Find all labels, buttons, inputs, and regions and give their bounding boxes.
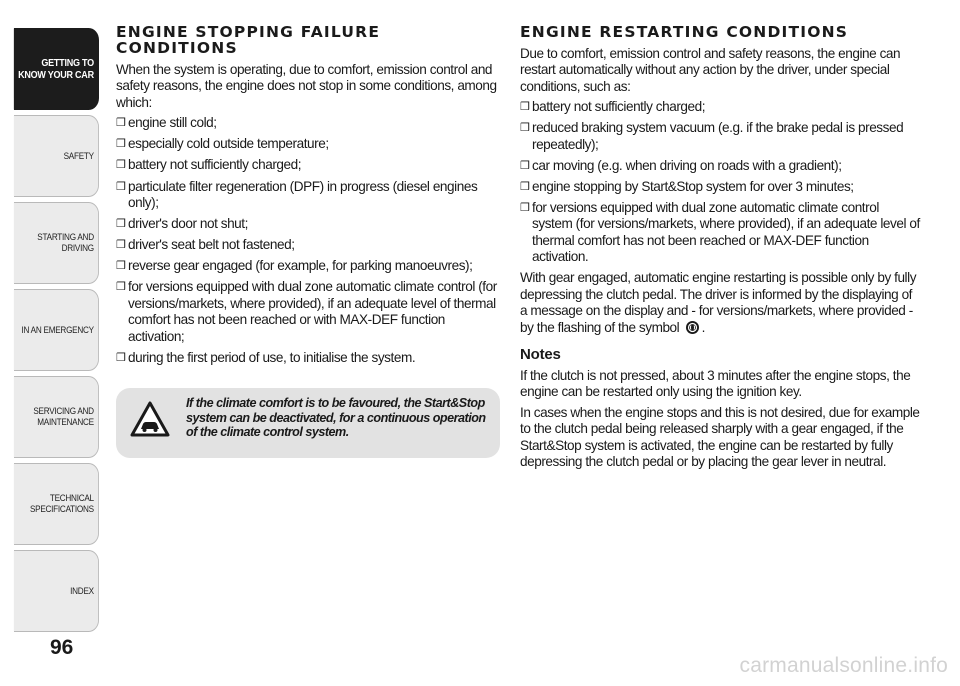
checkbox-bullet-icon: ❒ <box>520 202 530 214</box>
checkbox-bullet-icon: ❒ <box>116 159 126 172</box>
tab-label: IN AN EMERGENCY <box>21 324 94 336</box>
section-intro: Due to comfort, emission control and safety reasons, the engine can restart automatically without any action by the driver, under special conditions, such as: <box>520 46 901 94</box>
list-item: ❒ during the first period of use, to initialise the system. <box>116 349 416 365</box>
list-item: ❒ battery not sufficiently charged; <box>116 157 302 173</box>
note-paragraph: In cases when the engine stops and this is not desired, due for example to the clutch pedal being released sharply with a gear engaged, if the Start&Stop system is activated, the engine can be restarted by fully depressing the clutch pedal or by placing the gear lever in neutral. <box>520 404 920 469</box>
list-item: ❒ driver's seat belt not fastened; <box>116 237 295 253</box>
start-stop-symbol-icon <box>685 320 700 335</box>
tab-label: INDEX <box>70 585 94 597</box>
note-text: If the climate comfort is to be favoured, the Start&Stop system can be deactivated, for a continuous operation of the climate control system. <box>186 396 486 440</box>
list-item: ❒ engine stopping by Start&Stop system for over 3 minutes; <box>520 178 854 194</box>
checkbox-bullet-icon: ❒ <box>116 138 126 151</box>
tab-starting-and-driving[interactable] <box>14 202 99 284</box>
checkbox-bullet-icon: ❒ <box>116 218 126 230</box>
checkbox-bullet-icon: ❒ <box>520 159 530 172</box>
list-item: ❒ for versions equipped with dual zone automatic climate control (for versions/markets, where provided), if an adequate level of thermal comfort has not been reached or with MAX-DEF function activation; <box>116 279 497 344</box>
checkbox-bullet-icon: ❒ <box>520 101 530 114</box>
list-item: ❒ battery not sufficiently charged; <box>520 99 706 115</box>
tab-servicing-and-maintenance[interactable] <box>14 376 99 458</box>
watermark: carmanualsonline.info <box>739 654 948 677</box>
list-item: ❒ car moving (e.g. when driving on roads with a gradient); <box>520 157 842 173</box>
list-item: ❒ reduced braking system vacuum (e.g. if the brake pedal is pressed repeatedly); <box>520 120 904 152</box>
tab-index[interactable] <box>14 550 99 632</box>
gear-engaged-paragraph: With gear engaged, automatic engine restarting is possible only by fully depressing the clutch pedal. The driver is informed by the displaying of a message on the display and - for versions/markets, where provided - by the flashing of the symbol . <box>520 270 917 335</box>
condition-list <box>520 99 920 265</box>
checkbox-bullet-icon: ❒ <box>116 180 126 193</box>
tab-technical-specifications[interactable] <box>14 463 99 545</box>
tab-label: GETTING TO KNOW YOUR CAR <box>18 57 94 81</box>
tab-label: TECHNICAL SPECIFICATIONS <box>29 493 94 515</box>
checkbox-bullet-icon: ❒ <box>116 351 126 364</box>
tab-label: SERVICING AND MAINTENANCE <box>33 406 94 428</box>
tab-in-an-emergency[interactable] <box>14 289 99 371</box>
notes-title: Notes <box>520 345 561 363</box>
tab-safety[interactable] <box>14 115 99 197</box>
checkbox-bullet-icon: ❒ <box>520 122 530 135</box>
list-item: ❒ driver's door not shut; <box>116 216 248 231</box>
note-paragraph: If the clutch is not pressed, about 3 minutes after the engine stops, the engine can be restarted only using the ignition key. <box>520 367 911 400</box>
checkbox-bullet-icon: ❒ <box>116 239 126 252</box>
restarting-section <box>520 24 920 474</box>
tab-getting-to-know-your-car[interactable] <box>14 28 99 110</box>
page-number: 96 <box>50 636 74 659</box>
note-box <box>116 388 500 458</box>
stopping-failure-section <box>116 24 500 458</box>
checkbox-bullet-icon: ❒ <box>520 180 530 193</box>
list-item: ❒ particulate filter regeneration (DPF) in progress (diesel engines only); <box>116 178 478 210</box>
list-item: ❒ reverse gear engaged (for example, for parking manoeuvres); <box>116 258 473 274</box>
tab-label: STARTING AND DRIVING <box>37 232 94 254</box>
list-item: ❒ especially cold outside temperature; <box>116 136 329 152</box>
condition-list <box>116 115 500 366</box>
section-title: ENGINE RESTARTING CONDITIONS <box>520 23 849 41</box>
checkbox-bullet-icon: ❒ <box>116 260 126 273</box>
warning-car-icon <box>129 400 171 438</box>
tab-label: SAFETY <box>63 150 94 162</box>
list-item: ❒ engine still cold; <box>116 115 217 131</box>
section-intro: When the system is operating, due to comfort, emission control and safety reasons, the engine does not stop in some conditions, among which: <box>116 62 497 110</box>
checkbox-bullet-icon: ❒ <box>116 281 126 294</box>
list-item: ❒ for versions equipped with dual zone automatic climate control system (for versions/markets, where provided), if an adequate level of thermal comfort has not been reached or MAX-DEF function activation. <box>520 200 920 265</box>
section-title: ENGINE STOPPING FAILURE CONDITIONS <box>116 23 381 57</box>
checkbox-bullet-icon: ❒ <box>116 117 126 130</box>
